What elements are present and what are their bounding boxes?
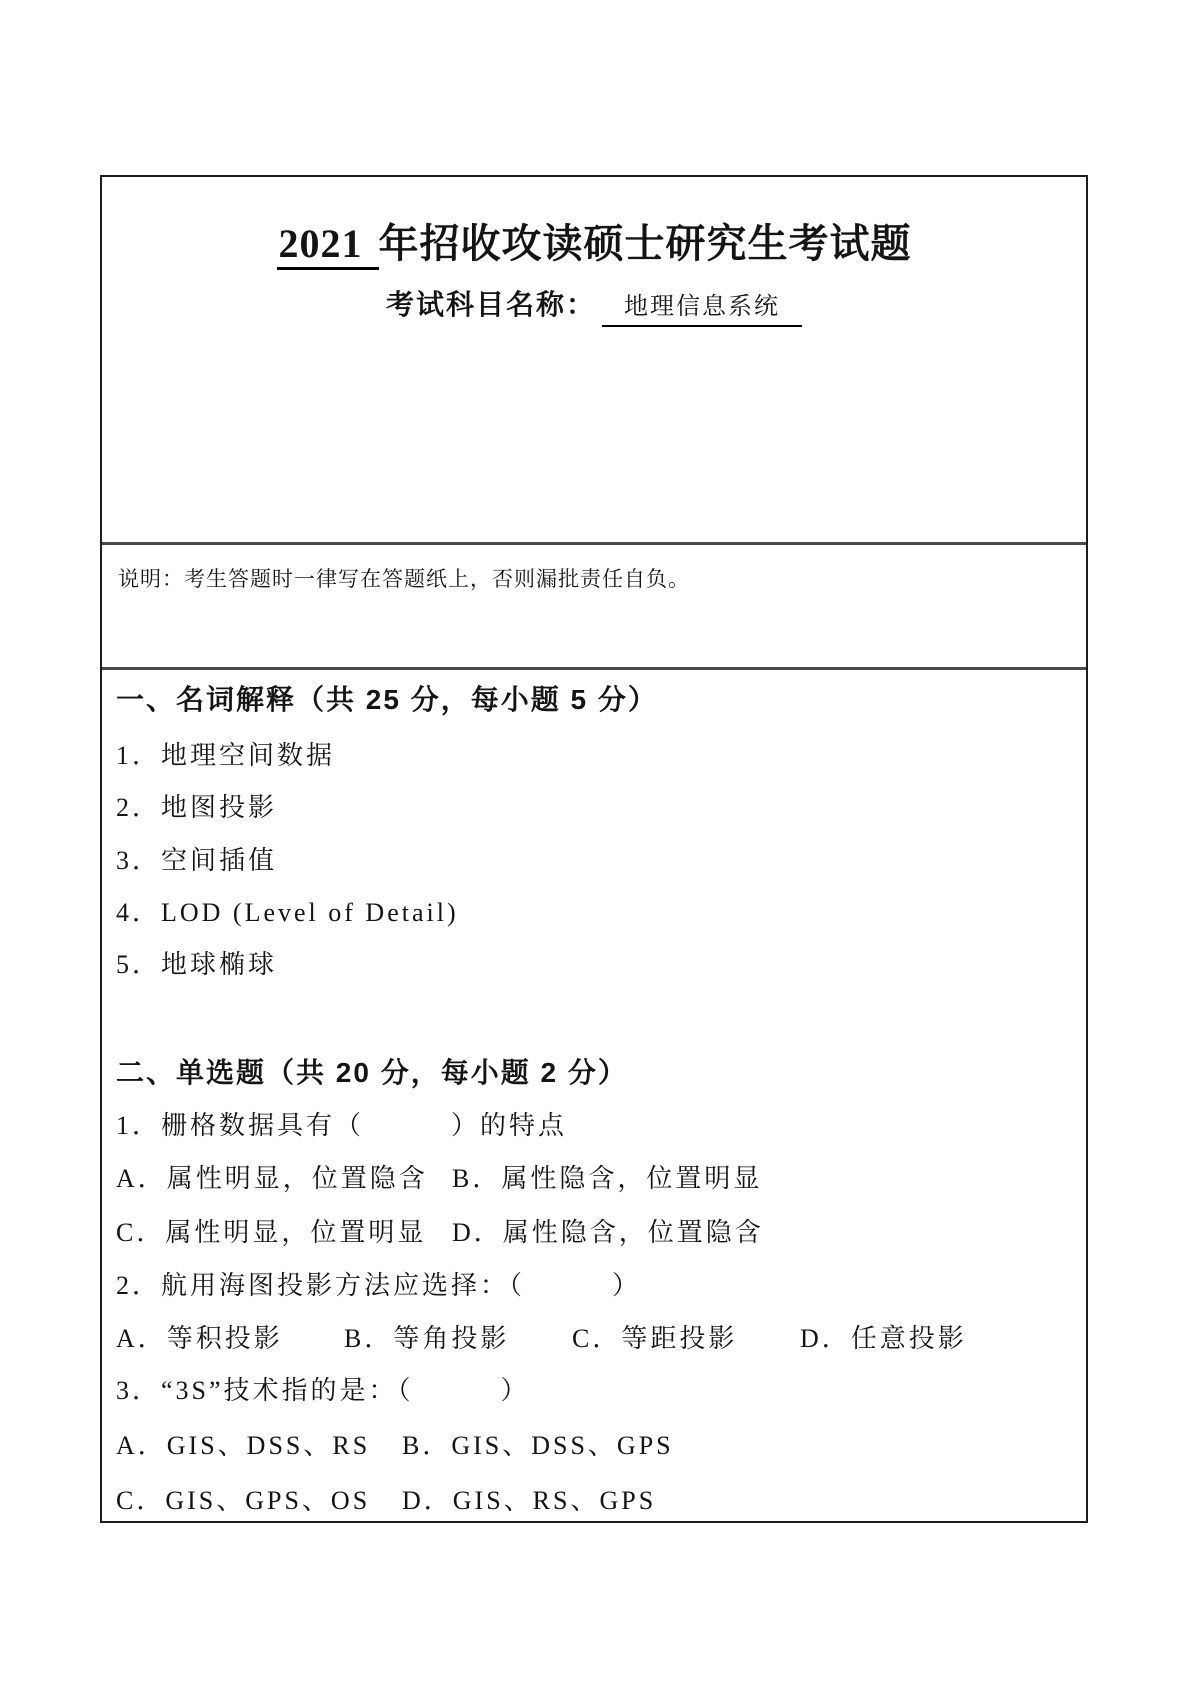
term-item-5: 5．地球椭球: [116, 950, 278, 979]
title-year-underlined: 2021: [277, 221, 379, 270]
exam-title: [102, 219, 1086, 269]
option: D．GIS、RS、GPS: [402, 1486, 657, 1515]
instructions-row: [102, 545, 1086, 670]
subject-line: [102, 283, 1086, 323]
question-2-text: 2．航用海图投影方法应选择：（ ）: [116, 1271, 642, 1300]
option: A．GIS、DSS、RS: [116, 1431, 371, 1460]
subject-label: 考试科目名称：: [385, 289, 596, 320]
question-3-options-row-1: [116, 1430, 1078, 1463]
term-item-2: 2．地图投影: [116, 793, 278, 822]
question-3-options-row-2: [116, 1485, 1078, 1518]
subject-value-underlined: 地理信息系统: [602, 294, 802, 327]
option: B．属性隐含，位置明显: [452, 1164, 763, 1193]
section-1-heading: 一、名词解释（共 25 分，每小题 5 分）: [116, 684, 658, 715]
questions-row: [102, 670, 1086, 1521]
option: B．等角投影: [344, 1324, 510, 1353]
option: C．属性明显，位置明显: [116, 1218, 427, 1247]
instructions-text: 说明：考生答题时一律写在答题纸上，否则漏批责任自负。: [118, 567, 690, 591]
question-3-text: 3．“3S”技术指的是：（ ）: [116, 1376, 530, 1405]
title-text: 年招收攻读硕士研究生考试题: [378, 222, 912, 266]
term-item-3: 3．空间插值: [116, 846, 278, 875]
question-1-options-row-1: [116, 1163, 1078, 1196]
option: C．等距投影: [572, 1324, 738, 1353]
header-row: [102, 177, 1086, 545]
question-2-options-row-1: [116, 1323, 1078, 1356]
question-1-text: 1．栅格数据具有（ ）的特点: [116, 1111, 568, 1140]
term-item-4: 4．LOD (Level of Detail): [116, 898, 459, 927]
option: C．GIS、GPS、OS: [116, 1486, 371, 1515]
option: A．等积投影: [116, 1324, 283, 1353]
section-2-heading: 二、单选题（共 20 分，每小题 2 分）: [116, 1057, 628, 1088]
option: D．属性隐含，位置隐含: [452, 1218, 764, 1247]
option: D．任意投影: [800, 1324, 967, 1353]
option: A．属性明显，位置隐含: [116, 1164, 428, 1193]
question-1-options-row-2: [116, 1217, 1078, 1250]
exam-paper-frame: [100, 175, 1088, 1523]
term-item-1: 1．地理空间数据: [116, 741, 336, 770]
option: B．GIS、DSS、GPS: [402, 1431, 674, 1460]
